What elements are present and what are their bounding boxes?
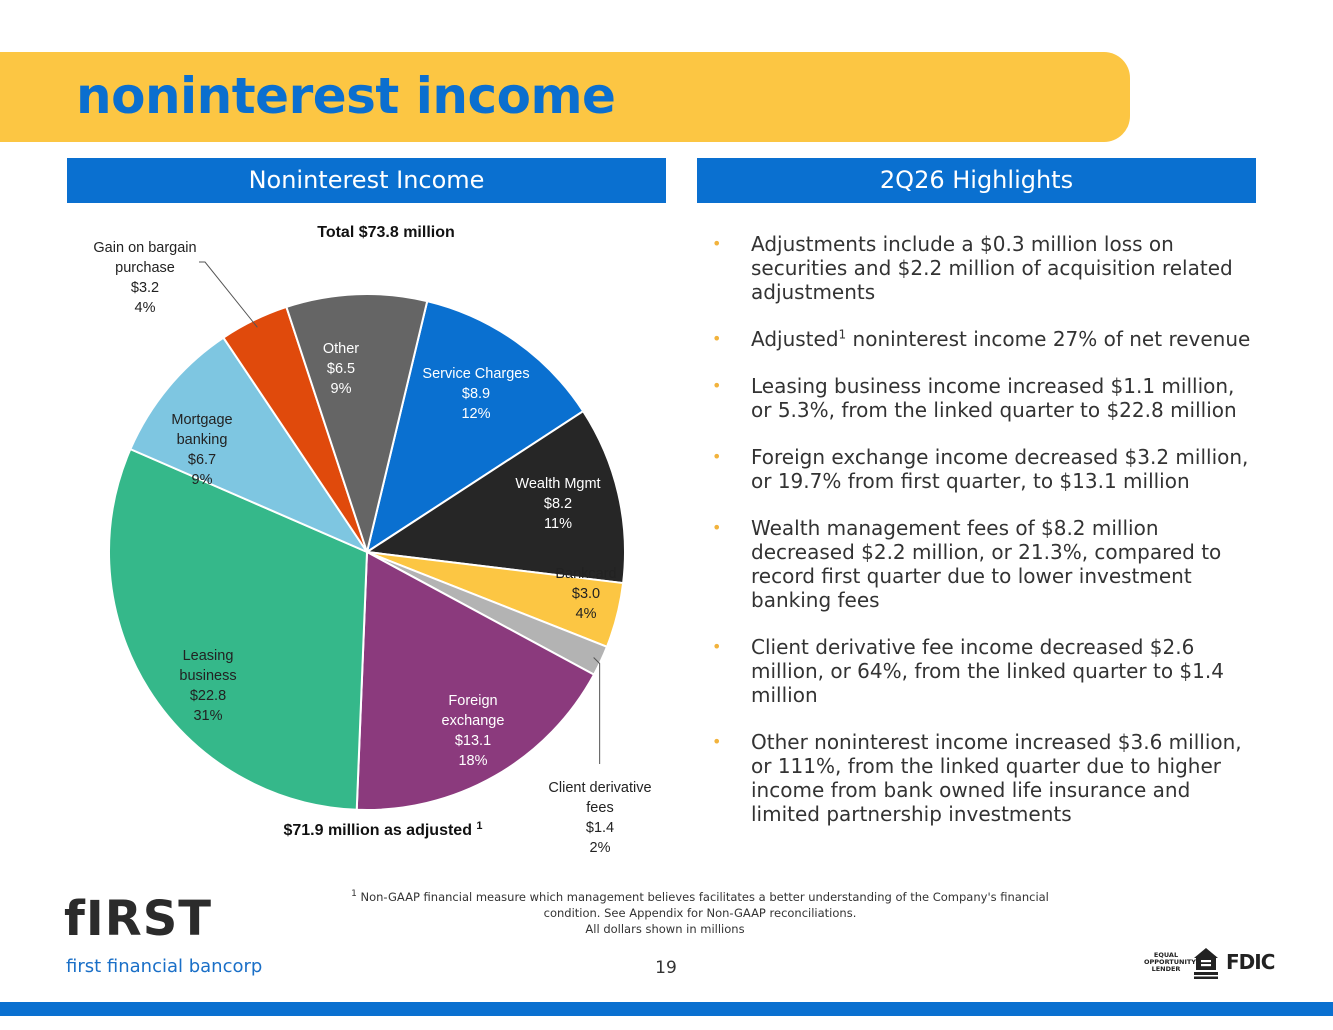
highlight-text: Wealth management fees of $8.2 million decreased $2.2 million, or 21.3%, compared to record first quarter due to lower investment banking fees xyxy=(751,516,1222,612)
fdic-logo: FDIC xyxy=(1226,950,1275,974)
page-number: 19 xyxy=(655,958,677,978)
highlight-text: Adjusted xyxy=(751,327,839,351)
highlights-list xyxy=(712,232,1252,849)
noninterest-income-header: Noninterest Income xyxy=(67,158,666,203)
footnote: $^1$ Non-GAAP financial measure which management believes facilitates a better understanding of the Company's financial condition. See Appendix for Non-GAAP reconciliations. xyxy=(351,889,1049,920)
highlight-item xyxy=(712,516,1252,612)
logo-wordmark: fIRST xyxy=(64,891,213,947)
slice-label: Other $6.5 9% xyxy=(322,341,360,397)
bottom-bar xyxy=(0,1002,1333,1016)
logo-company-name: first financial bancorp xyxy=(66,956,263,977)
slice-label: Leasing business $22.8 31% xyxy=(179,648,237,724)
highlights-header: 2Q26 Highlights xyxy=(697,158,1256,203)
dollars-note: All dollars shown in millions xyxy=(585,922,745,936)
pie-slices xyxy=(109,294,625,810)
bullet-icon: • xyxy=(712,329,722,348)
leader-line xyxy=(199,262,257,327)
highlight-text: Client derivative fee income decreased $2.6 million, or 64%, from the linked quarter to $1.4 million xyxy=(751,635,1224,707)
bullet-icon: • xyxy=(712,447,722,466)
slice-label: Gain on bargain purchase $3.2 4% xyxy=(93,240,197,316)
equal-housing-lender-icon xyxy=(1192,946,1220,980)
regulatory-marks xyxy=(1140,944,1280,984)
slice-label: Foreign exchange $13.1 18% xyxy=(441,693,505,769)
bullet-icon: • xyxy=(712,234,722,253)
slice-label: Bankcard $3.0 4% xyxy=(555,566,617,622)
highlight-item xyxy=(712,445,1252,493)
slice-label: Client derivative fees $1.4 2% xyxy=(548,780,652,856)
page-title: noninterest income xyxy=(76,67,616,125)
highlight-item xyxy=(712,327,1252,351)
bullet-icon: • xyxy=(712,732,722,751)
bullet-icon: • xyxy=(712,376,722,395)
highlight-text: Leasing business income increased $1.1 million, or 5.3%, from the linked quarter to $22.8 million xyxy=(751,374,1237,422)
highlight-text: Foreign exchange income decreased $3.2 million, or 19.7% from first quarter, to $13.1 million xyxy=(751,445,1249,493)
slice-label: Wealth Mgmt $8.2 11% xyxy=(515,476,601,532)
highlight-text: noninterest income 27% of net revenue xyxy=(846,327,1251,351)
chart-bottom-label: $71.9 million as adjusted $^1$ xyxy=(283,820,483,839)
equal-opportunity-lender-text: EQUAL OPPORTUNITY LENDER xyxy=(1144,951,1197,973)
noninterest-income-pie-chart xyxy=(60,210,700,870)
highlight-item xyxy=(712,374,1252,422)
highlight-item xyxy=(712,730,1252,826)
company-logo xyxy=(64,892,284,982)
highlight-item xyxy=(712,232,1252,304)
highlight-text: Adjustments include a $0.3 million loss on securities and $2.2 million of acquisition related adjustments xyxy=(751,232,1233,304)
highlight-item xyxy=(712,635,1252,707)
highlight-text: Other noninterest income increased $3.6 million, or 111%, from the linked quarter due to higher income from bank owned life insurance and limited partnership investments xyxy=(751,730,1242,826)
chart-title: Total $73.8 million xyxy=(317,224,455,241)
slice-label: Mortgage banking $6.7 9% xyxy=(171,412,233,488)
bullet-icon: • xyxy=(712,518,722,537)
bullet-icon: • xyxy=(712,637,722,656)
slice-label: Service Charges $8.9 12% xyxy=(422,366,530,422)
footnote-marker: 1 xyxy=(838,327,847,342)
